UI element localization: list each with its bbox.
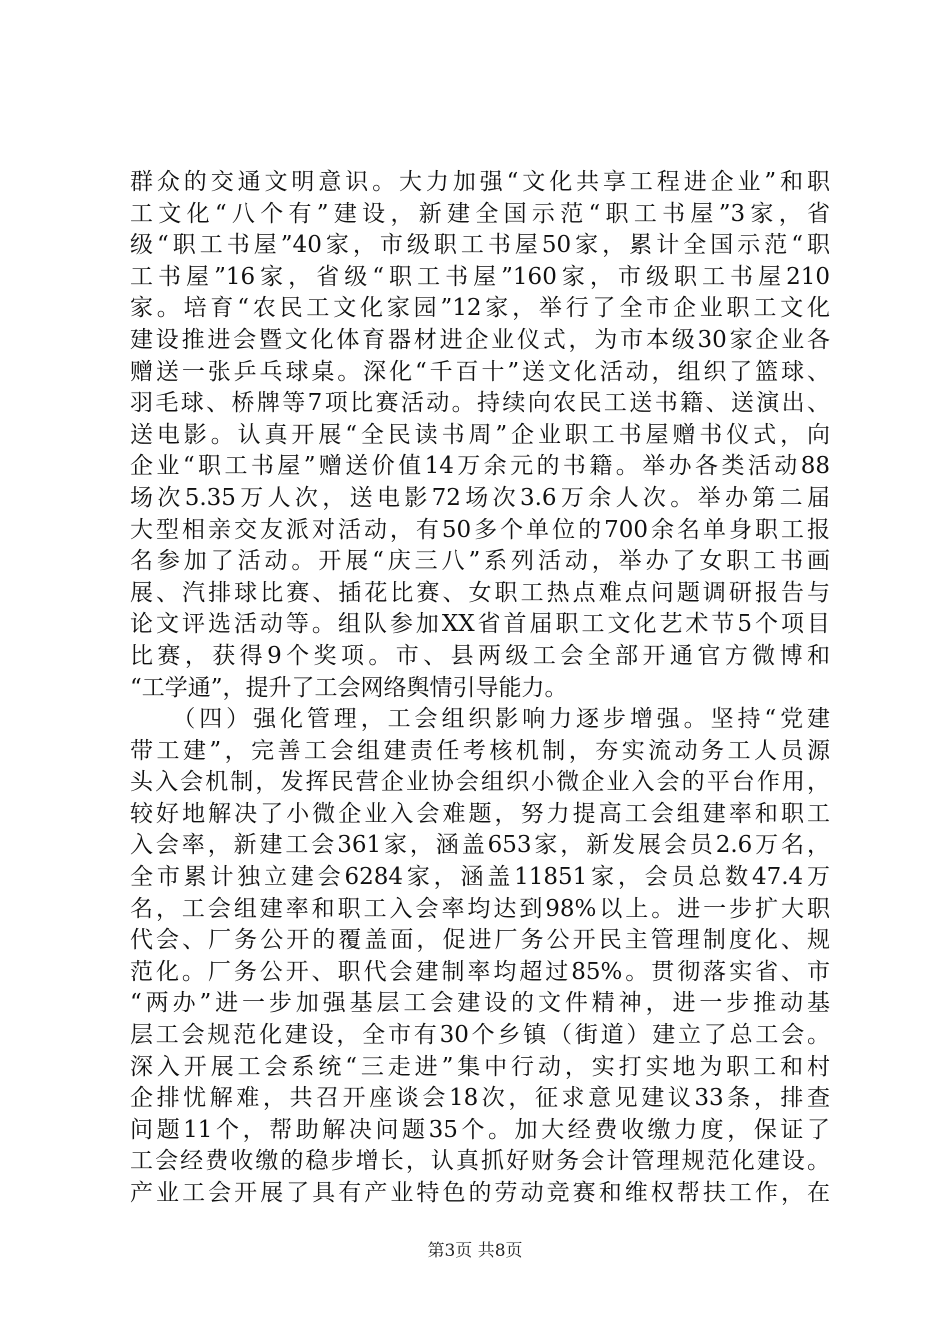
body-text (130, 167, 830, 1210)
text-line: “工学通”，提升了工会网络舆情引导能力。 (130, 674, 568, 701)
text-line: 名，工会组建率和职工入会率均达到98%以上。进一步扩大职 (130, 895, 830, 922)
text-line: 较好地解决了小微企业入会难题，努力提高工会组建率和职工 (130, 800, 830, 827)
section-heading-line: （四）强化管理，工会组织影响力逐步增强。坚持“党建 (130, 706, 830, 733)
text-line: 工书屋”16家，省级“职工书屋”160家，市级职工书屋210 (130, 263, 830, 290)
text-line: “两办”进一步加强基层工会建设的文件精神，进一步推动基 (130, 990, 830, 1017)
text-line: 场次5.35万人次，送电影72场次3.6万余人次。举办第二届 (130, 484, 830, 511)
text-line: 级“职工书屋”40家，市级职工书屋50家，累计全国示范“职 (130, 232, 830, 259)
text-line: 赠送一张乒乓球桌。深化“千百十”送文化活动，组织了篮球、 (130, 358, 830, 385)
text-line: 工文化“八个有”建设，新建全国示范“职工书屋”3家，省 (130, 200, 830, 227)
text-line: 群众的交通文明意识。大力加强“文化共享工程进企业”和职 (130, 169, 830, 195)
text-line: 大型相亲交友派对活动，有50多个单位的700余名单身职工报 (130, 516, 830, 543)
page-number-footer: 第3页 共8页 (427, 1241, 523, 1261)
text-line: 企排忧解难，共召开座谈会18次，征求意见建议33条，排查 (130, 1085, 830, 1112)
text-line: 比赛，获得9个奖项。市、县两级工会全部开通官方微博和 (130, 642, 830, 669)
text-line: 代会、厂务公开的覆盖面，促进厂务公开民主管理制度化、规 (130, 927, 830, 954)
text-line: 层工会规范化建设，全市有30个乡镇（街道）建立了总工会。 (130, 1022, 830, 1049)
text-line: 范化。厂务公开、职代会建制率均超过85%。贯彻落实省、市 (130, 958, 830, 985)
text-line: 头入会机制，发挥民营企业协会组织小微企业入会的平台作用， (130, 769, 830, 796)
text-line: 企业“职工书屋”赠送价值14万余元的书籍。举办各类活动88 (130, 453, 830, 480)
text-line: 论文评选活动等。组队参加XX省首届职工文化艺术节5个项目 (130, 611, 830, 638)
text-line: 工会经费收缴的稳步增长，认真抓好财务会计管理规范化建设。 (130, 1148, 830, 1175)
text-line: 全市累计独立建会6284家，涵盖11851家，会员总数47.4万 (130, 864, 830, 891)
text-line: 羽毛球、桥牌等7项比赛活动。持续向农民工送书籍、送演出、 (130, 390, 830, 417)
text-line: 送电影。认真开展“全民读书周”企业职工书屋赠书仪式，向 (130, 421, 830, 448)
text-line: 家。培育“农民工文化家园”12家，举行了全市企业职工文化 (130, 295, 830, 322)
text-line: 建设推进会暨文化体育器材进企业仪式，为市本级30家企业各 (130, 326, 830, 353)
text-line: 带工建”，完善工会组建责任考核机制，夯实流动务工人员源 (130, 737, 830, 764)
text-line: 产业工会开展了具有产业特色的劳动竞赛和维权帮扶工作，在 (130, 1180, 830, 1206)
text-line: 展、汽排球比赛、插花比赛、女职工热点难点问题调研报告与 (130, 579, 830, 606)
text-line: 名参加了活动。开展“庆三八”系列活动，举办了女职工书画 (130, 548, 830, 575)
text-line: 入会率，新建工会361家，涵盖653家，新发展会员2.6万名， (130, 832, 830, 859)
text-line: 问题11个，帮助解决问题35个。加大经费收缴力度，保证了 (130, 1116, 830, 1143)
text-line: 深入开展工会系统“三走进”集中行动，实打实地为职工和村 (130, 1053, 830, 1080)
